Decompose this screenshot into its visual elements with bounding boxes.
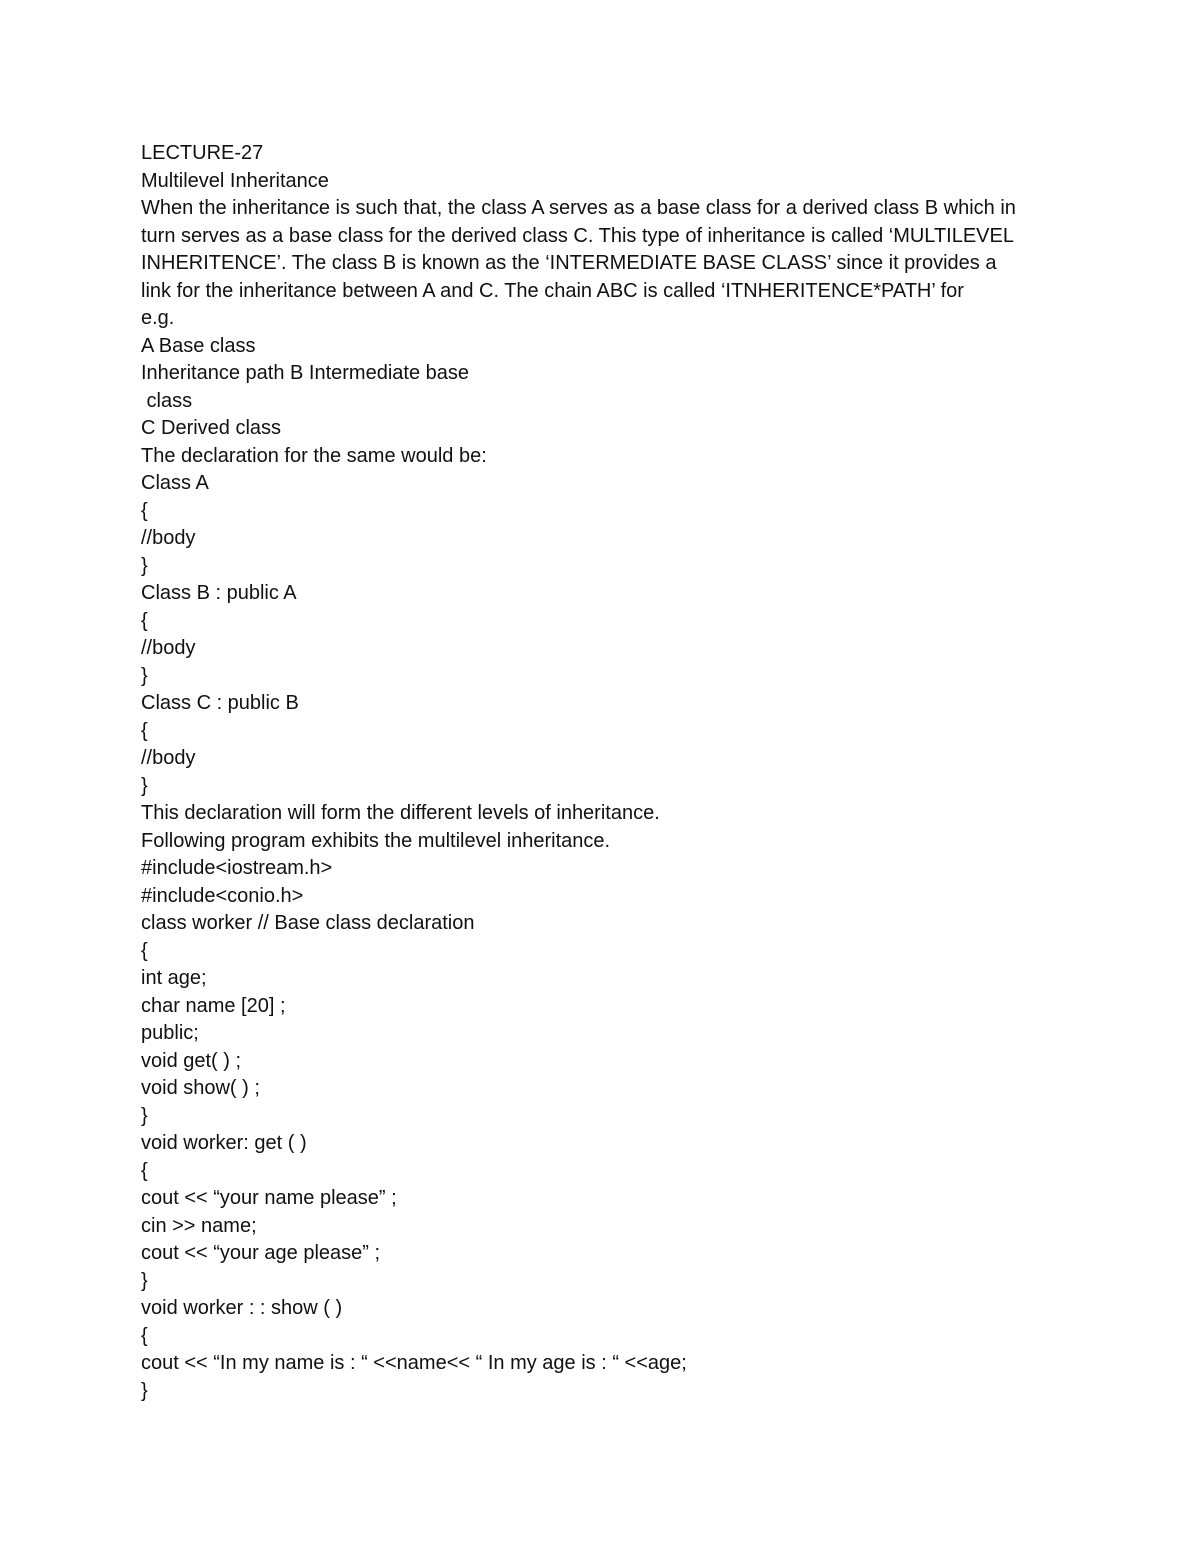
document-body [141,140,1061,1405]
paragraph-line: e.g. [141,307,175,329]
code-line: void worker : : show ( ) [141,1297,343,1319]
code-line: class worker // Base class declaration [141,912,475,934]
diagram-text-line: Inheritance path B Intermediate base [141,362,469,384]
lecture-heading: LECTURE-27 [141,142,264,164]
paragraph-line: INHERITENCE’. The class B is known as the ‘INTERMEDIATE BASE CLASS’ since it provides a [141,252,997,274]
paragraph-line: This declaration will form the different levels of inheritance. [141,802,660,824]
paragraph-line: The declaration for the same would be: [141,444,487,467]
code-line: void worker: get ( ) [141,1132,307,1154]
code-line: } [141,1269,148,1292]
code-line: { [141,499,148,522]
code-line: //body [141,527,196,549]
code-line: } [141,554,148,577]
code-line: cin >> name; [141,1214,257,1237]
paragraph-line: link for the inheritance between A and C. The chain ABC is called ‘ITNHERITENCE*PATH’ for [141,279,964,302]
paragraph-line: When the inheritance is such that, the class A serves as a base class for a derived class B which in [141,197,1016,219]
code-line: Class A [141,472,209,494]
code-line: { [141,1159,148,1182]
code-line: } [141,1104,148,1127]
diagram-text-line: C Derived class [141,417,282,439]
paragraph-line: turn serves as a base class for the derived class C. This type of inheritance is called ‘MULTILEVEL [141,224,1014,247]
code-line: } [141,664,148,687]
code-line: cout << “In my name is : “ <<name<< “ In my age is : “ <<age; [141,1352,687,1374]
code-line: int age; [141,967,207,989]
diagram-text-line: class [141,389,193,412]
code-line: } [141,1379,148,1402]
topic-title: Multilevel Inheritance [141,169,329,192]
code-line: void show( ) ; [141,1077,260,1099]
code-line: //body [141,747,196,769]
code-line: { [141,719,148,742]
code-line: Class C : public B [141,692,299,714]
code-line: } [141,774,148,797]
code-line: public; [141,1022,199,1044]
code-line: //body [141,637,196,659]
paragraph-line: Following program exhibits the multilevel inheritance. [141,829,611,852]
code-line: { [141,939,148,962]
code-line: char name [20] ; [141,994,286,1017]
code-line: #include<conio.h> [141,884,304,907]
code-line: Class B : public A [141,582,297,604]
code-line: { [141,609,148,632]
code-line: #include<iostream.h> [141,857,333,879]
code-line: cout << “your name please” ; [141,1187,397,1209]
code-line: { [141,1324,148,1347]
code-line: cout << “your age please” ; [141,1242,381,1264]
diagram-text-line: A Base class [141,334,256,357]
code-line: void get( ) ; [141,1049,242,1072]
